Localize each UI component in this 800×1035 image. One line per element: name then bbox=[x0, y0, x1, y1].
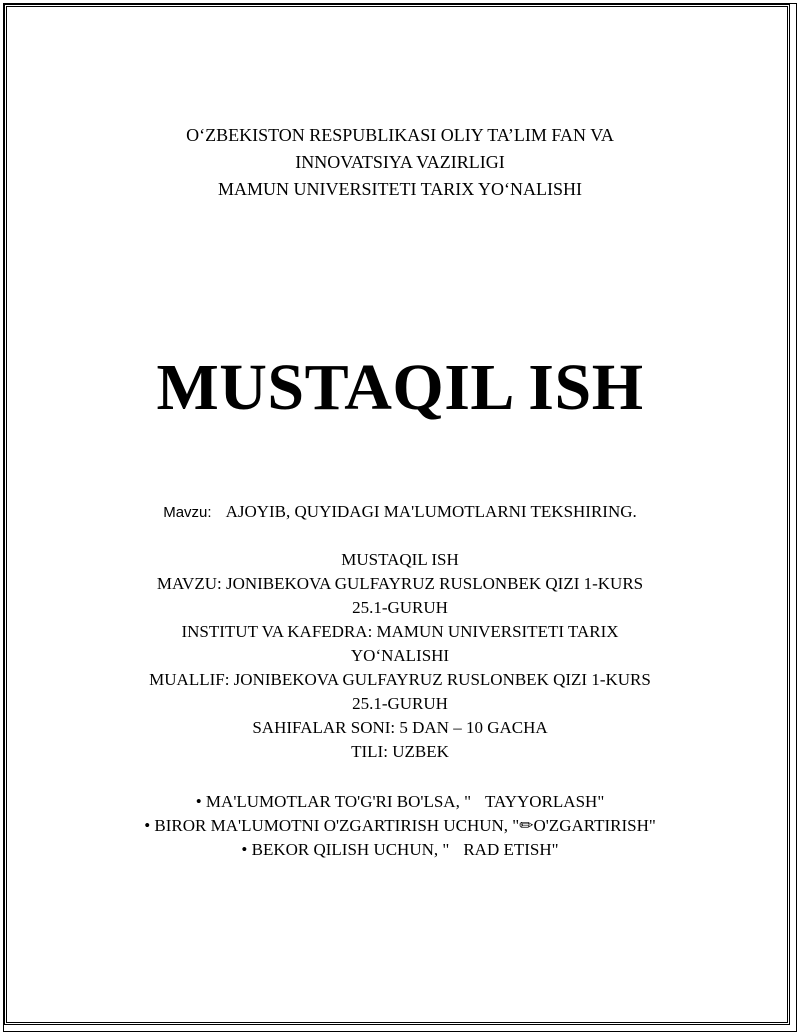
header-line-2: INNOVATSIYA VAZIRLIGI bbox=[295, 152, 505, 172]
option-cancel-value: RAD ETISH" bbox=[463, 840, 559, 859]
option-prepare-value: TAYYORLASH" bbox=[485, 792, 605, 811]
topic-label: Mavzu: bbox=[163, 504, 212, 521]
pencil-icon: ✏ bbox=[519, 816, 534, 835]
info-line-7: 25.1-GURUH bbox=[352, 694, 448, 713]
info-line-6: MUALLIF: JONIBEKOVA GULFAYRUZ RUSLONBEK QIZI 1-KURS bbox=[149, 670, 651, 689]
option-prepare-prefix: • MA'LUMOTLAR TO'G'RI BO'LSA, " bbox=[195, 792, 472, 811]
option-cancel bbox=[0, 838, 800, 862]
option-cancel-prefix: • BEKOR QILISH UCHUN, " bbox=[241, 840, 450, 859]
document-title: MUSTAQIL ISH bbox=[156, 351, 644, 424]
info-line-3: 25.1-GURUH bbox=[352, 598, 448, 617]
option-edit bbox=[0, 814, 800, 838]
header-line-3: MAMUN UNIVERSITETI TARIX YO‘NALISHI bbox=[217, 179, 583, 199]
header-line-1: O‘ZBEKISTON RESPUBLIKASI OLIY TA’LIM FAN VA bbox=[186, 125, 614, 145]
options-list bbox=[0, 790, 800, 862]
info-line-1: MUSTAQIL ISH bbox=[341, 550, 459, 569]
info-block bbox=[0, 548, 800, 764]
info-line-9: TILI: UZBEK bbox=[351, 742, 449, 761]
option-edit-value: O'ZGARTIRISH" bbox=[533, 816, 656, 835]
document-header bbox=[0, 122, 800, 203]
option-prepare bbox=[0, 790, 800, 814]
topic-line bbox=[0, 500, 800, 525]
info-line-5: YO‘NALISHI bbox=[350, 646, 450, 665]
topic-value: AJOYIB, QUYIDAGI MA'LUMOTLARNI TEKSHIRING. bbox=[225, 502, 637, 521]
info-line-4: INSTITUT VA KAFEDRA: MAMUN UNIVERSITETI TARIX bbox=[181, 622, 619, 641]
option-edit-prefix: • BIROR MA'LUMOTNI O'ZGARTIRISH UCHUN, " bbox=[144, 816, 520, 835]
info-line-2: MAVZU: JONIBEKOVA GULFAYRUZ RUSLONBEK QIZI 1-KURS bbox=[156, 574, 644, 593]
info-line-8: SAHIFALAR SONI: 5 DAN – 10 GACHA bbox=[252, 718, 548, 737]
